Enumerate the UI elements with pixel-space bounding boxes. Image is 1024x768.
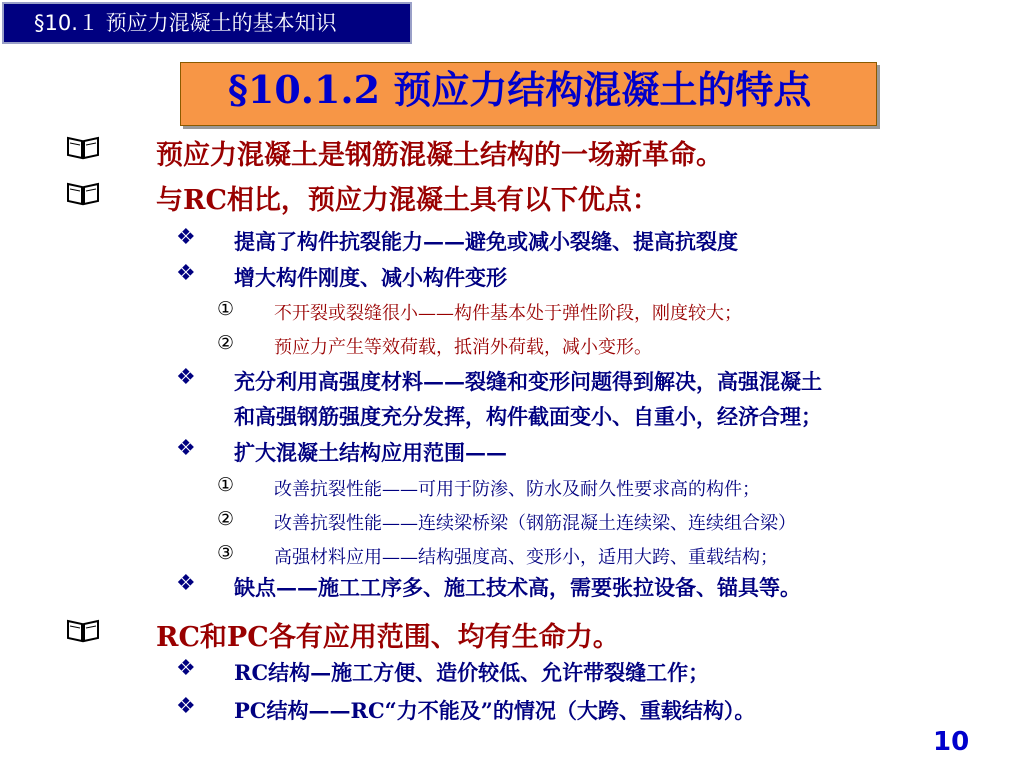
bullet-text: 扩大混凝土结构应用范围——: [234, 440, 507, 465]
bullet-text: RC和PC各有应用范围、均有生命力。: [156, 622, 620, 653]
diamond-bullet-icon: ❖: [176, 656, 196, 681]
bullet-text: PC结构——RC“力不能及”的情况（大跨、重载结构）。: [234, 698, 756, 723]
open-book-icon: [66, 180, 100, 206]
open-book-icon: [66, 134, 100, 160]
bullet-text: 预应力产生等效荷载，抵消外荷载，减小变形。: [274, 337, 652, 358]
bullet-text: 高强材料应用——结构强度高、变形小，适用大跨、重载结构；: [274, 547, 778, 568]
slide-title: §10.1.2 预应力结构混凝土的特点: [228, 67, 812, 112]
number-marker: ②: [217, 508, 235, 530]
bullet-text: 改善抗裂性能——连续梁桥梁（钢筋混凝土连续梁、连续组合梁）: [274, 513, 796, 534]
diamond-bullet-icon: ❖: [176, 365, 196, 390]
bullet-text: 缺点——施工工序多、施工技术高，需要张拉设备、锚具等。: [234, 575, 801, 600]
diamond-bullet-icon: ❖: [176, 225, 196, 250]
open-book-icon: [66, 617, 100, 643]
bullet-text: 充分利用高强度材料——裂缝和变形问题得到解决，高强混凝土: [234, 369, 822, 394]
bullet-text: 增大构件刚度、减小构件变形: [234, 265, 507, 290]
page-number: 10: [933, 727, 970, 757]
bullet-text: 不开裂或裂缝很小——构件基本处于弹性阶段，刚度较大；: [274, 303, 742, 324]
diamond-bullet-icon: ❖: [176, 694, 196, 719]
diamond-bullet-icon: ❖: [176, 571, 196, 596]
number-marker: ①: [217, 474, 235, 496]
number-marker: ②: [217, 332, 235, 354]
bullet-text: RC结构—施工方便、造价较低、允许带裂缝工作；: [234, 660, 710, 685]
bullet-text: 预应力混凝土是钢筋混凝土结构的一场新革命。: [156, 140, 723, 171]
bullet-text: 改善抗裂性能——可用于防渗、防水及耐久性要求高的构件；: [274, 479, 760, 500]
number-marker: ③: [217, 542, 235, 564]
bullet-text: 提高了构件抗裂能力——避免或减小裂缝、提高抗裂度: [234, 229, 738, 254]
bullet-text: 和高强钢筋强度充分发挥，构件截面变小、自重小，经济合理；: [234, 404, 822, 429]
diamond-bullet-icon: ❖: [176, 436, 196, 461]
diamond-bullet-icon: ❖: [176, 261, 196, 286]
number-marker: ①: [217, 298, 235, 320]
section-tag: §10.１ 预应力混凝土的基本知识: [2, 2, 412, 44]
bullet-text: 与RC相比，预应力混凝土具有以下优点：: [156, 185, 659, 216]
